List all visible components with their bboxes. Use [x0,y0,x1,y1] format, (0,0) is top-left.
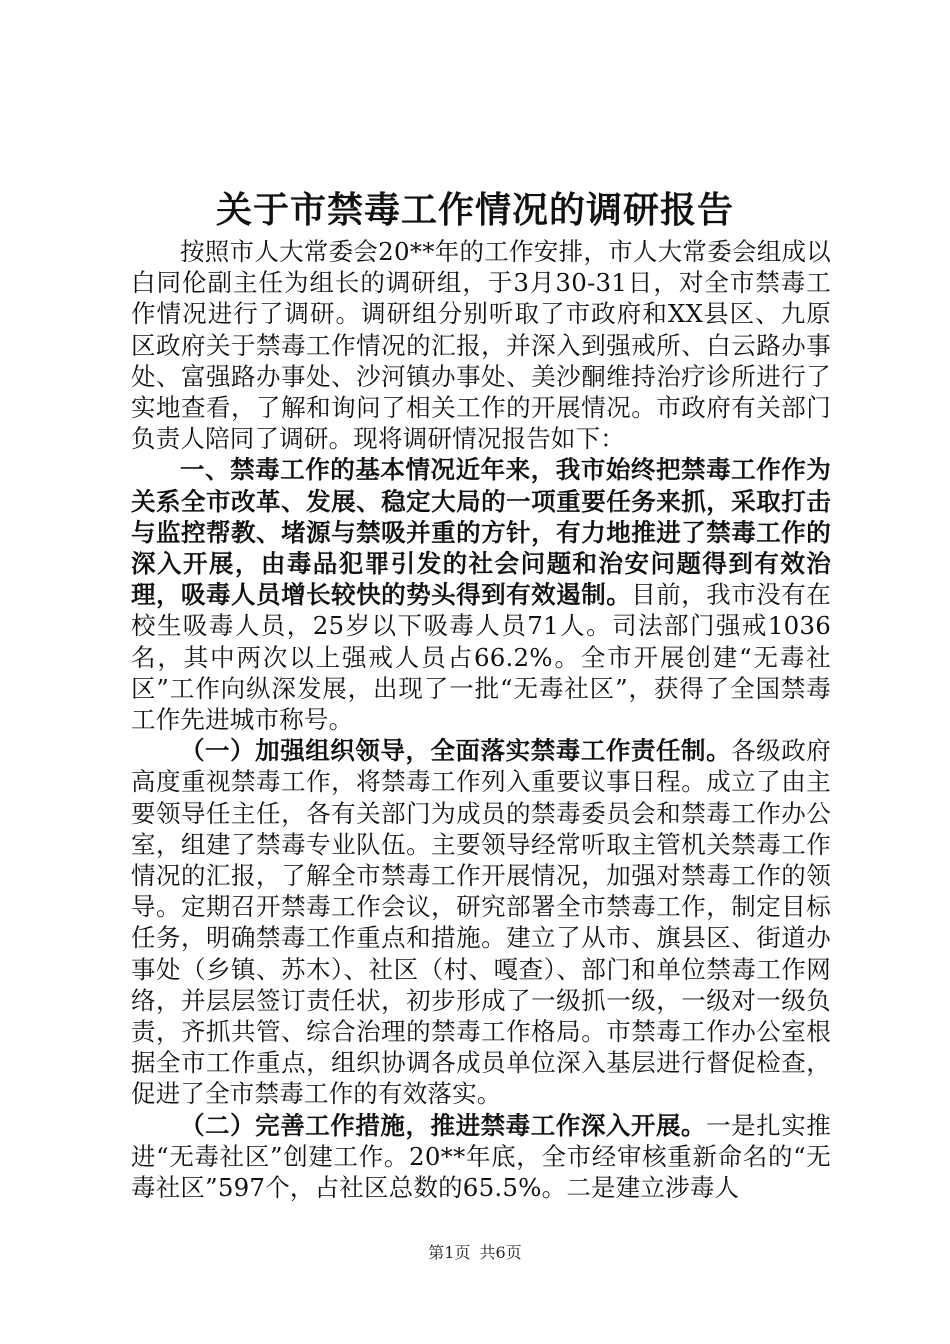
paragraph-subsection-1 [131,735,831,1109]
document-title: 关于市禁毒工作情况的调研报告 [215,189,734,231]
document-body [131,236,831,1203]
paragraph-heading: （二）完善工作措施，推进禁毒工作深入开展。 [180,1110,707,1140]
page-footer [0,1242,950,1264]
paragraph-heading: （一）加强组织领导，全面落实禁毒工作责任制。 [180,736,732,766]
paragraph-text: 按照市人大常委会20**年的工作安排，市人大常委会组成以白同伦副主任为组长的调研组，于3月30-31日，对全市禁毒工作情况进行了调研。调研组分别听取了市政府和XX县区、九原区政府关于禁毒工作情况的汇报，并深入到强戒所、白云路办事处、富强路办事处、沙河镇办事处、美沙酮维持治疗诊所进行了实地查看，了解和询问了相关工作的开展情况。市政府有关部门负责人陪同了调研。现将调研情况报告如下： [131,237,831,454]
paragraph-heading: 一、禁毒工作的基本情况近年来，我市始终把禁毒工作作为关系全市改革、发展、稳定大局的一项重要任务来抓，采取打击与监控帮教、堵源与禁吸并重的方针，有力地推进了禁毒工作的深入开展，由毒品犯罪引发的社会问题和治安问题得到有效治理，吸毒人员增长较快的势头得到有效遏制。 [131,455,831,610]
paragraph-intro [131,236,831,454]
page-number: 第1页 [428,1243,471,1262]
paragraph-subsection-2 [131,1110,831,1204]
paragraph-text: 目前，我市没有在校生吸毒人员，25岁以下吸毒人员71人。司法部门强戒1036名，其中两次以上强戒人员占66.2%。全市开展创建“无毒社区”工作向纵深发展，出现了一批“无毒社区”，获得了全国禁毒工作先进城市称号。 [131,580,831,735]
paragraph-text: 一是扎实推进“无毒社区”创建工作。20**年底，全市经审核重新命名的“无毒社区”597个，占社区总数的65.5%。二是建立涉毒人 [131,1110,832,1203]
page-total: 共6页 [479,1243,522,1262]
paragraph-text: 各级政府高度重视禁毒工作，将禁毒工作列入重要议事日程。成立了由主要领导任主任，各有关部门为成员的禁毒委员会和禁毒工作办公室，组建了禁毒专业队伍。主要领导经常听取主管机关禁毒工作情况的汇报，了解全市禁毒工作开展情况，加强对禁毒工作的领导。定期召开禁毒工作会议，研究部署全市禁毒工作，制定目标任务，明确禁毒工作重点和措施。建立了从市、旗县区、街道办事处（乡镇、苏木）、社区（村、嘎查）、部门和单位禁毒工作网络，并层层签订责任状，初步形成了一级抓一级，一级对一级负责，齐抓共管、综合治理的禁毒工作格局。市禁毒工作办公室根据全市工作重点，组织协调各成员单位深入基层进行督促检查，促进了全市禁毒工作的有效落实。 [131,736,831,1109]
paragraph-section-1 [131,454,831,735]
